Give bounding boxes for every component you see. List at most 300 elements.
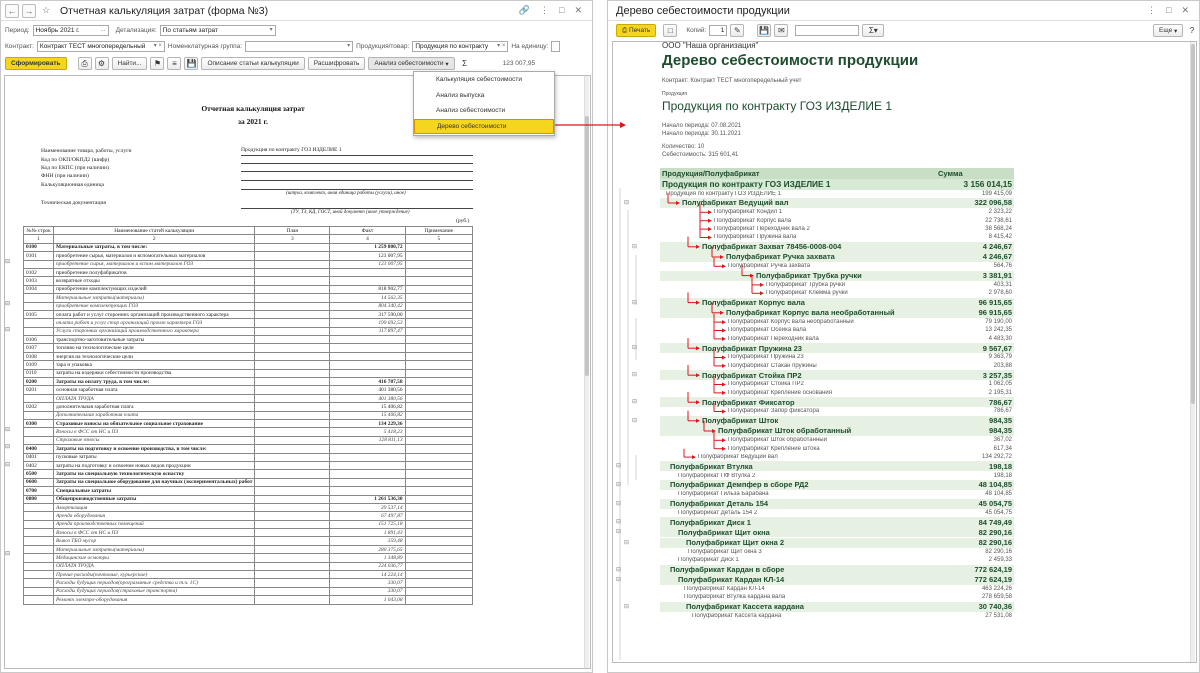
table-row[interactable]: [24, 571, 473, 579]
tree-leaf-row[interactable]: [660, 612, 1014, 620]
nomgroup-select[interactable]: [245, 41, 353, 52]
meta-product-value: Продукция по контракту ГОЗ ИЗДЕЛИЕ 1: [241, 147, 342, 153]
tree-leaf-row[interactable]: [660, 190, 1014, 198]
row-name: оплата работ и услуг стор организаций произв характера ГОЗ: [53, 319, 254, 327]
row-fact: 1 261 536,30: [330, 495, 405, 503]
tree-node-row[interactable]: [660, 575, 1014, 585]
table-row[interactable]: [24, 243, 473, 251]
row-name: затраты на подготовку и освоение новых видов продукции: [53, 461, 254, 469]
row-note: [405, 461, 472, 469]
decode-button[interactable]: Расшифровать: [308, 57, 366, 70]
node-name: Полуфабрикат Шток обработанный: [728, 437, 827, 444]
row-name: приобретение полуфабрикатов: [53, 268, 254, 276]
row-fact: 39 537,14: [330, 503, 405, 511]
row-note: [405, 487, 472, 495]
product-select[interactable]: Продукция по контракту ▾ ×: [412, 41, 508, 52]
tree-leaf-row[interactable]: [660, 318, 1014, 326]
mail-icon[interactable]: ✉: [774, 24, 788, 37]
tree-leaf-row[interactable]: [660, 556, 1014, 564]
sum-icon[interactable]: Σ▾: [862, 24, 884, 37]
collapse-icon[interactable]: ⊟: [616, 519, 622, 526]
tree-leaf-row[interactable]: [660, 262, 1014, 270]
preview-icon[interactable]: □: [663, 24, 677, 37]
node-name: Полуфабрикат Шток обработанный: [718, 426, 852, 436]
list-icon[interactable]: ≡: [167, 57, 181, 70]
help-icon[interactable]: ?: [1189, 26, 1195, 35]
node-sum: 278 659,58: [981, 594, 1012, 601]
row-name: приобретение сырья, материалов и вспом материалов ГОЗ: [53, 260, 254, 268]
table-row[interactable]: [24, 252, 473, 260]
node-sum: 2 978,60: [988, 290, 1012, 297]
tree-leaf-row[interactable]: [660, 585, 1014, 593]
row-fact: 14 562,35: [330, 294, 405, 302]
row-note: [405, 503, 472, 511]
row-name: оплата работ и услуг сторонних организаций производственного характера: [53, 310, 254, 318]
row-code: 0108: [24, 352, 54, 360]
row-name: пусковые затраты: [53, 453, 254, 461]
tree-leaf-row[interactable]: [660, 445, 1014, 453]
row-name: дополнительная заработная плата: [53, 403, 254, 411]
table-row[interactable]: [24, 310, 473, 318]
tree-node-row[interactable]: [660, 252, 1014, 262]
table-row[interactable]: [24, 545, 473, 553]
row-note: [405, 478, 472, 486]
row-code: 0700: [24, 487, 54, 495]
node-sum: 322 096,58: [974, 198, 1012, 208]
node-sum: 8 415,42: [988, 234, 1012, 241]
header-cell: Примечание: [405, 227, 472, 235]
sum-icon[interactable]: Σ: [462, 59, 468, 68]
tree-node-row[interactable]: [660, 179, 1014, 190]
node-sum: 38 568,24: [985, 226, 1012, 233]
flag-icon[interactable]: ⚑: [150, 57, 164, 70]
node-name: Полуфабрикат Осейка вала: [728, 327, 807, 334]
tree-node-row[interactable]: [660, 242, 1014, 252]
row-name: Ремонт электро-оборудования: [53, 596, 254, 604]
maximize-icon[interactable]: □: [559, 5, 565, 15]
table-row[interactable]: [24, 260, 473, 268]
back-arrow-icon[interactable]: ←: [5, 4, 19, 18]
node-sum: 96 915,65: [978, 308, 1012, 318]
tree-node-row[interactable]: [660, 480, 1014, 490]
node-name: Полуфабрикат Кардан в сборе: [670, 565, 785, 575]
tree-leaf-row[interactable]: [660, 509, 1014, 517]
table-row[interactable]: [24, 461, 473, 469]
node-sum: 3 156 014,15: [963, 179, 1012, 190]
row-fact: [330, 352, 405, 360]
row-code: [24, 579, 54, 587]
edit-icon[interactable]: ✎: [730, 24, 744, 37]
table-row[interactable]: [24, 487, 473, 495]
node-name: Полуфабрикат Стойка ПР2: [728, 381, 804, 388]
tree-leaf-row[interactable]: [660, 335, 1014, 343]
row-code: [24, 394, 54, 402]
meta-fnn-label: ФНН (при наличии): [41, 173, 89, 179]
per-unit-checkbox[interactable]: [551, 41, 560, 52]
meta-techdoc-label: Техническая документация: [41, 200, 106, 206]
row-plan: [255, 319, 330, 327]
node-sum: 79 190,00: [985, 319, 1012, 326]
chevron-down-icon: ▾: [347, 43, 351, 49]
collapse-icon[interactable]: ⊟: [632, 243, 638, 250]
table-row[interactable]: [24, 428, 473, 436]
product-title: Продукция по контракту ГОЗ ИЗДЕЛИЕ 1: [662, 99, 893, 113]
header-num: 4: [330, 235, 405, 243]
row-name: Взносы в ФСС от НС и ПЗ: [53, 428, 254, 436]
generate-button[interactable]: Сформировать: [5, 57, 67, 70]
row-fact: 123 007,95: [330, 260, 405, 268]
node-sum: 3 381,91: [982, 271, 1012, 281]
chevron-down-icon: ▾ ×: [153, 43, 162, 49]
row-plan: [255, 571, 330, 579]
node-name: Продукция по контракту ГОЗ ИЗДЕЛИЕ 1: [662, 179, 831, 190]
row-code: 0105: [24, 310, 54, 318]
tree-leaf-row[interactable]: [660, 380, 1014, 388]
row-note: [405, 419, 472, 427]
tree-node-row[interactable]: [660, 527, 1014, 537]
table-row[interactable]: [24, 554, 473, 562]
node-name: Полуфабрикат ПФ Втулка 2: [678, 472, 756, 479]
collapse-icon[interactable]: ⊟: [632, 399, 638, 406]
row-fact: 15 406,82: [330, 403, 405, 411]
node-sum: 13 242,35: [985, 327, 1012, 334]
column-sum-header: Сумма: [938, 169, 963, 178]
link-icon[interactable]: 🔗: [518, 5, 531, 15]
node-name: Полуфабрикат Крепление штока: [728, 445, 820, 452]
table-row[interactable]: [24, 579, 473, 587]
node-sum: 3 257,35: [982, 370, 1012, 380]
tree-leaf-row[interactable]: [660, 353, 1014, 361]
tree-node-row[interactable]: [660, 298, 1014, 308]
menu-item-output-analysis[interactable]: Анализ выпуска: [436, 91, 485, 99]
collapse-icon[interactable]: ⊟: [632, 372, 638, 379]
node-sum: 772 624,19: [974, 575, 1012, 585]
node-sum: 199 415,09: [981, 190, 1012, 197]
tree-leaf-row[interactable]: [660, 362, 1014, 370]
table-row[interactable]: [24, 394, 473, 402]
table-row[interactable]: [24, 453, 473, 461]
table-row[interactable]: [24, 419, 473, 427]
collapse-icon[interactable]: ⊟: [616, 566, 622, 573]
row-name: приобретение комплектующих ГОЗ: [53, 302, 254, 310]
close-icon[interactable]: ✕: [1181, 5, 1189, 15]
row-note: [405, 436, 472, 444]
node-sum: 786,67: [989, 397, 1012, 407]
row-fact: 15 406,82: [330, 411, 405, 419]
menu-dots-icon[interactable]: ⋮: [540, 5, 550, 15]
row-code: 0800: [24, 495, 54, 503]
row-note: [405, 587, 472, 595]
header-num: 2: [53, 235, 254, 243]
row-code: 0300: [24, 419, 54, 427]
row-name: Расходы будущих периодов(страховые транспорта): [53, 587, 254, 595]
scrollbar-thumb[interactable]: [1191, 44, 1195, 404]
tree-leaf-row[interactable]: [660, 389, 1014, 397]
row-code: 0102: [24, 268, 54, 276]
row-fact: 818 902,77: [330, 285, 405, 293]
tree-leaf-row[interactable]: [660, 217, 1014, 225]
tree-node-row[interactable]: [660, 308, 1014, 318]
contract-select[interactable]: Контракт ТЕСТ многопередельный ▾ ×: [37, 41, 165, 52]
tree-node-row[interactable]: [660, 370, 1014, 380]
table-row[interactable]: [24, 537, 473, 545]
row-name: возвратные отходы: [53, 277, 254, 285]
row-name: затраты на издержки себестоимости производства: [53, 369, 254, 377]
row-fact: 151 725,18: [330, 520, 405, 528]
tree-leaf-row[interactable]: [660, 548, 1014, 556]
row-code: 0100: [24, 243, 54, 251]
node-sum: 96 915,65: [978, 298, 1012, 308]
chevron-down-icon: ▾: [1174, 27, 1178, 35]
tree-leaf-row[interactable]: [660, 289, 1014, 297]
table-row[interactable]: [24, 478, 473, 486]
row-fact: [330, 470, 405, 478]
table-row[interactable]: [24, 294, 473, 302]
sum-value: 123 007,95: [502, 60, 536, 67]
tree-heading: Дерево себестоимости продукции: [662, 52, 919, 69]
collapse-icon[interactable]: ⊟: [5, 427, 11, 433]
chevron-down-icon: ▾: [445, 60, 449, 68]
print-button[interactable]: ⎙ Печать: [616, 24, 656, 37]
table-row[interactable]: [24, 445, 473, 453]
tree-node-row[interactable]: [660, 271, 1014, 281]
tree-leaf-row[interactable]: [660, 472, 1014, 480]
row-code: 0103: [24, 277, 54, 285]
menu-dots-icon[interactable]: ⋮: [1147, 5, 1157, 15]
table-row[interactable]: [24, 344, 473, 352]
row-fact: 317 590,00: [330, 310, 405, 318]
collapse-icon[interactable]: ⊟: [624, 539, 630, 546]
row-plan: [255, 579, 330, 587]
row-fact: 1 891,43: [330, 529, 405, 537]
row-fact: 123 007,95: [330, 252, 405, 260]
row-note: [405, 386, 472, 394]
tree-node-row[interactable]: [660, 198, 1014, 208]
node-sum: 564,76: [993, 263, 1012, 270]
detail-select[interactable]: По статьям затрат ▾: [160, 25, 276, 36]
row-note: [405, 302, 472, 310]
node-sum: 9 567,67: [982, 343, 1012, 353]
row-note: [405, 394, 472, 402]
settings-icon[interactable]: ⚙: [95, 57, 109, 70]
table-row[interactable]: [24, 336, 473, 344]
unit-note: (штука, комплект, иная единица работы (услуги), иное): [286, 191, 406, 196]
scrollbar-thumb[interactable]: [585, 116, 589, 376]
tree-node-row[interactable]: [660, 565, 1014, 575]
collapse-icon[interactable]: ⊟: [624, 603, 630, 610]
save-icon[interactable]: 💾: [184, 57, 198, 70]
table-row[interactable]: [24, 327, 473, 335]
row-note: [405, 285, 472, 293]
collapse-icon[interactable]: ⊟: [5, 551, 11, 557]
row-note: [405, 243, 472, 251]
node-name: Полуфабрикат Щит окна: [678, 527, 770, 537]
row-fact: 401 380,56: [330, 386, 405, 394]
tree-node-row[interactable]: [660, 343, 1014, 353]
forward-arrow-icon[interactable]: →: [22, 4, 36, 18]
table-row[interactable]: [24, 352, 473, 360]
table-row[interactable]: [24, 319, 473, 327]
row-note: [405, 445, 472, 453]
tree-leaf-row[interactable]: [660, 208, 1014, 216]
table-row[interactable]: [24, 411, 473, 419]
collapse-icon[interactable]: ⊟: [632, 417, 638, 424]
period-input[interactable]: Ноябрь 2021 г. ...: [33, 25, 109, 36]
row-code: 0200: [24, 378, 54, 386]
collapse-icon[interactable]: ⊟: [5, 301, 11, 307]
find-button[interactable]: Найти...: [112, 57, 148, 70]
row-plan: [255, 378, 330, 386]
node-name: Полуфабрикат Захват 78456-0008-004: [702, 242, 842, 252]
row-fact: [330, 445, 405, 453]
row-fact: [330, 487, 405, 495]
period-end: Начало периода: 30.11.2021: [662, 131, 741, 137]
tree-node-row[interactable]: [660, 461, 1014, 471]
table-row[interactable]: [24, 277, 473, 285]
node-name: Полуфабрикат Кардан КЛ-14: [684, 586, 765, 593]
collapse-icon[interactable]: ⊟: [616, 481, 622, 488]
table-row[interactable]: [24, 512, 473, 520]
tree-leaf-row[interactable]: [660, 490, 1014, 498]
table-row[interactable]: [24, 596, 473, 604]
right-titlebar: [608, 1, 1199, 21]
row-name: Затраты на оплату труда, в том числе:: [53, 378, 254, 386]
tree-node-row[interactable]: [660, 397, 1014, 407]
row-name: Взносы в ФСС от НС и ПЗ: [53, 529, 254, 537]
tree-leaf-row[interactable]: [660, 453, 1014, 461]
node-sum: 617,34: [993, 445, 1012, 452]
row-code: [24, 302, 54, 310]
row-code: 0600: [24, 478, 54, 486]
row-fact: [330, 361, 405, 369]
node-sum: 27 531,08: [985, 613, 1012, 620]
save-icon[interactable]: 💾: [757, 24, 771, 37]
collapse-icon[interactable]: ⊟: [616, 463, 622, 470]
collapse-icon[interactable]: ⊟: [5, 444, 11, 450]
close-icon[interactable]: ✕: [574, 5, 582, 15]
row-note: [405, 562, 472, 570]
row-code: [24, 411, 54, 419]
node-sum: 786,67: [993, 408, 1012, 415]
row-name: Материальные затраты(материалы): [53, 294, 254, 302]
menu-item-cost-analysis[interactable]: Анализ себестоимости: [436, 107, 506, 115]
node-name: Полуфабрикат Кассета кардана: [692, 613, 782, 620]
collapse-icon[interactable]: ⊟: [632, 299, 638, 306]
collapse-icon[interactable]: ⊟: [616, 576, 622, 583]
table-row[interactable]: [24, 520, 473, 528]
analysis-dropdown-button[interactable]: Анализ себестоимости ▾: [368, 57, 454, 70]
tree-node-row[interactable]: [660, 416, 1014, 426]
dots-icon[interactable]: ...: [100, 27, 106, 33]
node-sum: 403,31: [993, 281, 1012, 288]
table-row[interactable]: [24, 587, 473, 595]
row-name: ОПЛАТА ТРУДА: [53, 562, 254, 570]
table-row[interactable]: [24, 386, 473, 394]
cost-description-button[interactable]: Описание статьи калькуляции: [201, 57, 304, 70]
row-note: [405, 545, 472, 553]
table-row[interactable]: [24, 470, 473, 478]
node-sum: 4 483,30: [988, 335, 1012, 342]
collapse-icon[interactable]: ⊟: [616, 500, 622, 507]
collapse-icon[interactable]: ⊟: [5, 327, 11, 333]
row-note: [405, 512, 472, 520]
tree-leaf-row[interactable]: [660, 225, 1014, 233]
row-name: Прочие расходы(почтовые, курьерские): [53, 571, 254, 579]
print-icon[interactable]: ⎙: [78, 57, 92, 70]
table-row[interactable]: [24, 378, 473, 386]
collapse-icon[interactable]: ⊟: [624, 199, 630, 206]
nomgroup-label: Номенклатурная группа:: [167, 43, 243, 50]
node-name: Полуфабрикат Клемма ручки: [766, 290, 848, 297]
table-row[interactable]: [24, 369, 473, 377]
table-number-row: [24, 235, 473, 243]
tree-node-row[interactable]: [660, 602, 1014, 612]
tree-node-row[interactable]: [660, 499, 1014, 509]
row-fact: 117 897,47: [330, 327, 405, 335]
row-plan: [255, 596, 330, 604]
menu-item-cost-calculation[interactable]: Калькуляция себестоимости: [436, 76, 522, 84]
row-name: энергия на технологические цели: [53, 352, 254, 360]
table-row[interactable]: [24, 302, 473, 310]
table-row[interactable]: [24, 436, 473, 444]
table-row[interactable]: [24, 361, 473, 369]
row-plan: [255, 268, 330, 276]
row-fact: [330, 453, 405, 461]
tree-leaf-row[interactable]: [660, 407, 1014, 415]
collapse-icon[interactable]: ⊟: [632, 345, 638, 352]
tree-node-row[interactable]: [660, 517, 1014, 527]
star-icon[interactable]: ☆: [41, 5, 51, 15]
table-row[interactable]: [24, 529, 473, 537]
menu-item-cost-tree[interactable]: Дерево себестоимости: [414, 119, 554, 135]
sum-field[interactable]: [795, 25, 859, 36]
tree-leaf-row[interactable]: [660, 233, 1014, 241]
collapse-icon[interactable]: ⊟: [616, 529, 622, 536]
more-button[interactable]: Еще ▾: [1153, 24, 1183, 37]
table-row[interactable]: [24, 495, 473, 503]
tree-node-row[interactable]: [660, 538, 1014, 548]
row-code: [24, 260, 54, 268]
tree-node-row[interactable]: [660, 426, 1014, 436]
table-row[interactable]: [24, 403, 473, 411]
header-cell: Наименование статей калькуляции: [53, 227, 254, 235]
tree-leaf-row[interactable]: [660, 593, 1014, 601]
maximize-icon[interactable]: □: [1166, 5, 1172, 15]
row-note: [405, 428, 472, 436]
node-name: Полуфабрикат Корпус вала необработанный: [728, 319, 854, 326]
table-row[interactable]: [24, 562, 473, 570]
row-note: [405, 554, 472, 562]
table-row[interactable]: [24, 285, 473, 293]
copies-input[interactable]: 1: [709, 25, 727, 36]
underline: [241, 171, 473, 172]
row-fact: 14 224,14: [330, 571, 405, 579]
tree-leaf-row[interactable]: [660, 326, 1014, 334]
node-name: Полуфабрикат Ручка захвата: [728, 263, 811, 270]
tree-leaf-row[interactable]: [660, 436, 1014, 444]
row-note: [405, 596, 472, 604]
node-sum: 9 363,79: [988, 354, 1012, 361]
collapse-icon[interactable]: ⊟: [5, 259, 11, 265]
node-sum: 4 246,67: [982, 252, 1012, 262]
row-note: [405, 252, 472, 260]
table-row[interactable]: [24, 503, 473, 511]
collapse-icon[interactable]: ⊟: [5, 462, 11, 468]
node-sum: 30 740,36: [978, 602, 1012, 612]
tree-leaf-row[interactable]: [660, 281, 1014, 289]
node-name: Полуфабрикат Кассета кардана: [686, 602, 804, 612]
table-row[interactable]: [24, 268, 473, 276]
